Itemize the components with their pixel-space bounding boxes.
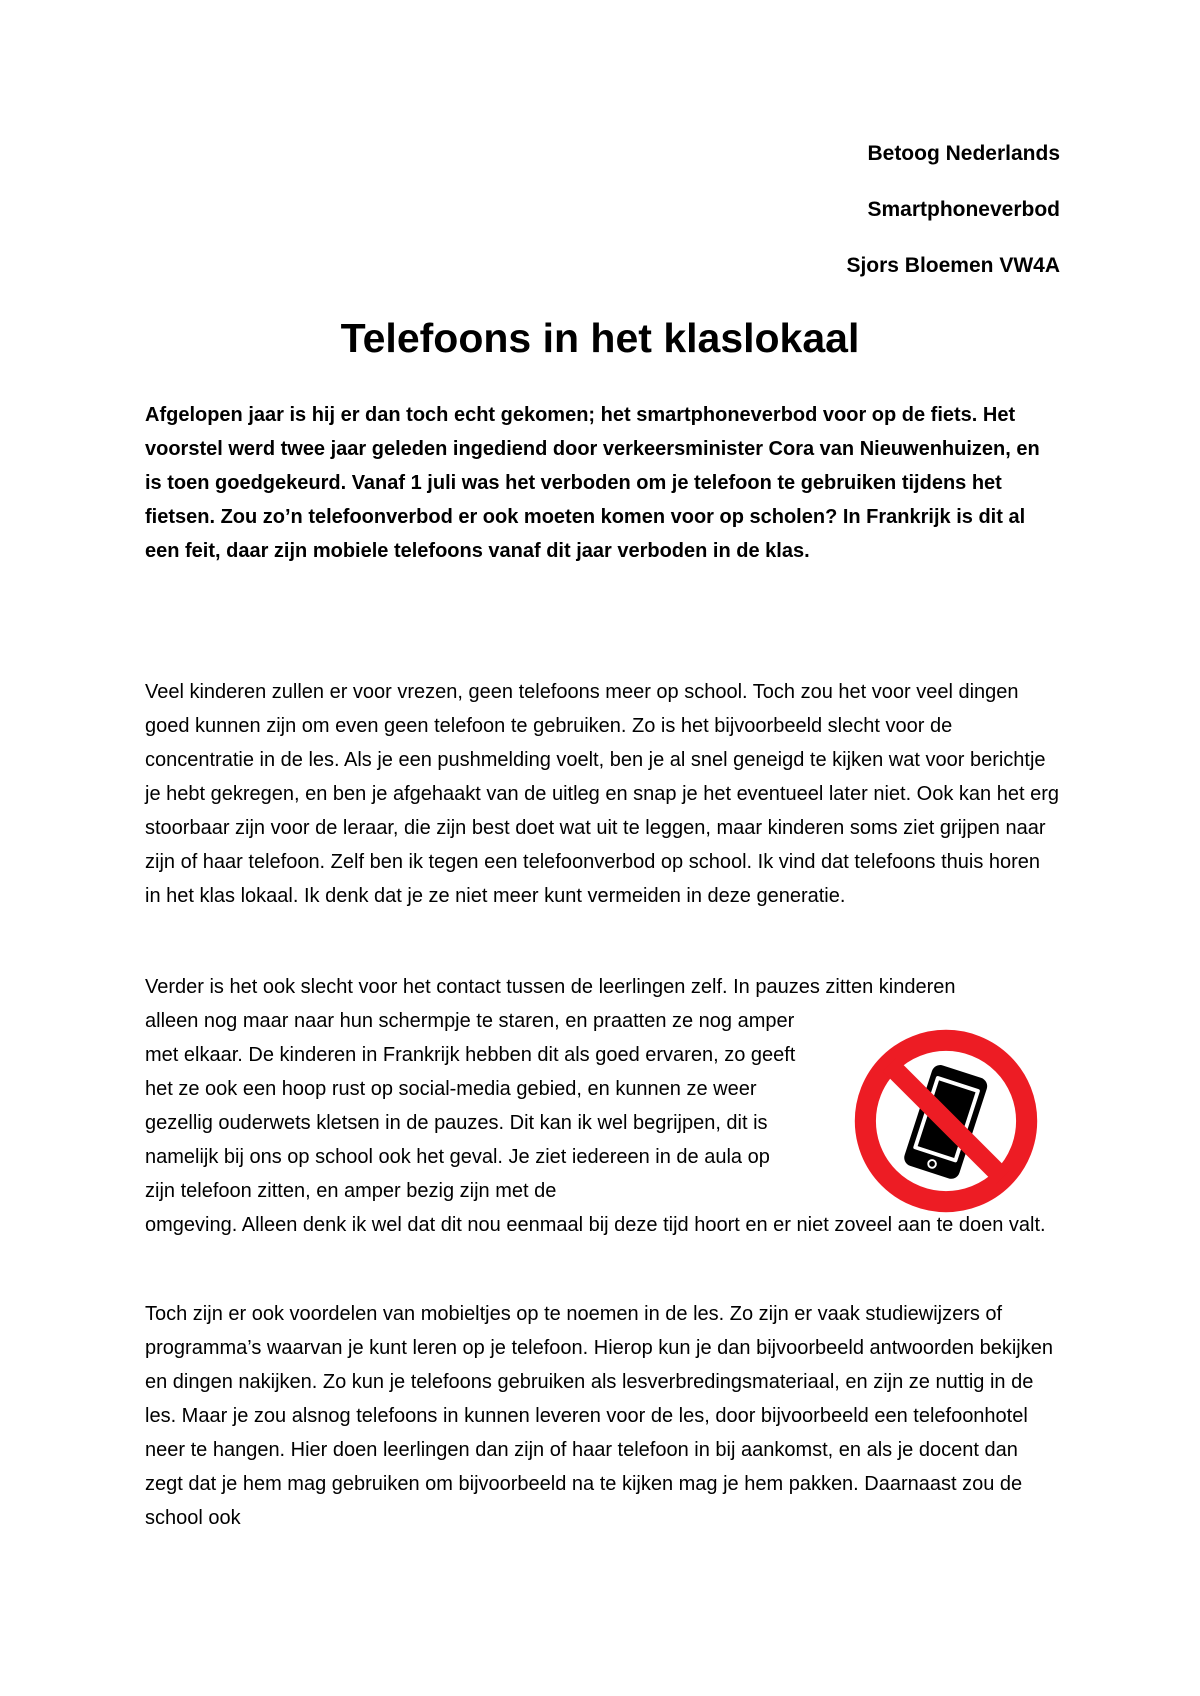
header-author: Sjors Bloemen VW4A: [846, 254, 1060, 277]
no-phone-icon: [850, 1025, 1042, 1217]
intro-paragraph: Afgelopen jaar is hij er dan toch echt gekomen; het smartphoneverbod voor op de fiets. Het voorstel werd twee jaar geleden ingediend door verkeersminister Cora van Nieuwenhuizen, en is toen goedgekeurd. Vanaf 1 juli was het verboden om je telefoon te gebruiken tijdens het fietsen. Zou zo’n telefoonverbod er ook moeten komen voor op scholen? In Frankrijk is dit al een feit, daar zijn mobiele telefoons vanaf dit jaar verboden in de klas.: [145, 404, 1040, 562]
paragraph-2-wrapped-text: alleen nog maar naar hun schermpje te staren, en praatten ze nog amper met elkaar. De kinderen in Frankrijk hebben dit als goed ervaren, zo geeft het ze ook een hoop rust op social-media gebied, en kunnen ze weer gezellig ouderwets kletsen in de pauzes. Dit kan ik wel begrijpen, dit is namelijk bij ons op school ook het geval. Je ziet iedereen in de aula op zijn telefoon zitten, en amper bezig zijn met de: [145, 1010, 796, 1202]
paragraph-2-remaining-text: omgeving. Alleen denk ik wel dat dit nou eenmaal bij deze tijd hoort en er niet zoveel aan te doen valt.: [145, 1214, 1046, 1236]
paragraph-2-first-line: Verder is het ook slecht voor het contact tussen de leerlingen zelf. In pauzes zitten kinderen: [145, 976, 956, 998]
document-header: [846, 142, 1060, 310]
body-paragraph-3: Toch zijn er ook voordelen van mobieltjes op te noemen in de les. Zo zijn er vaak studiewijzers of programma’s waarvan je kunt leren op je telefoon. Hierop kun je dan bijvoorbeeld antwoorden bekijken en dingen nakijken. Zo kun je telefoons gebruiken als lesverbredingsmateriaal, en zijn ze nuttig in de les. Maar je zou alsnog telefoons in kunnen leveren voor de les, door bijvoorbeeld een telefoonhotel neer te hangen. Hier doen leerlingen dan zijn of haar telefoon in bij aankomst, en als je docent dan zegt dat je hem mag gebruiken om bijvoorbeeld na te kijken mag je hem pakken. Daarnaast zou de school ook: [145, 1303, 1053, 1529]
body-paragraph-1: Veel kinderen zullen er voor vrezen, geen telefoons meer op school. Toch zou het voor veel dingen goed kunnen zijn om even geen telefoon te gebruiken. Zo is het bijvoorbeeld slecht voor de concentratie in de les. Als je een pushmelding voelt, ben je al snel geneigd te kijken wat voor berichtje je hebt gekregen, en ben je afgehaakt van de uitleg en snap je het eventueel later niet. Ook kan het erg stoorbaar zijn voor de leraar, die zijn best doet wat uit te leggen, maar kinderen soms ziet grijpen naar zijn of haar telefoon. Zelf ben ik tegen een telefoonverbod op school. Ik vind dat telefoons thuis horen in het klas lokaal. Ik denk dat je ze niet meer kunt vermeiden in deze generatie.: [145, 681, 1059, 907]
header-subject: Betoog Nederlands: [867, 142, 1060, 165]
page-title: Telefoons in het klaslokaal: [340, 315, 860, 361]
header-topic: Smartphoneverbod: [867, 198, 1060, 221]
